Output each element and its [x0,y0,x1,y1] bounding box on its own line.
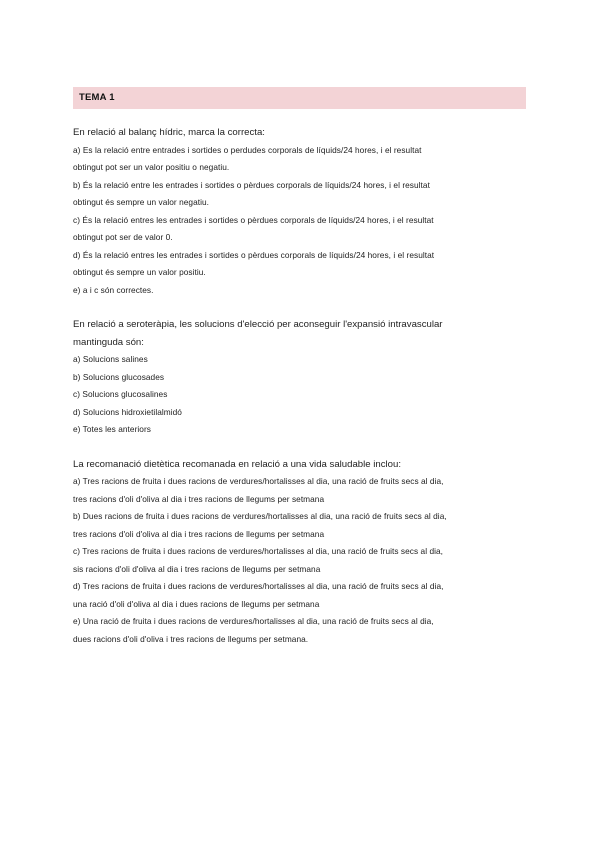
option-line: c) És la relació entres les entrades i sortides o pèrdues corporals de líquids/24 hores, i el resultat [73,214,434,225]
question-2 [73,316,533,439]
option-line: sis racions d'oli d'oliva al dia i tres racions de llegums per setmana [73,563,321,574]
option-line: obtingut pot ser de valor 0. [73,232,173,242]
option-line: d) És la relació entres les entrades i sortides o pèrdues corporals de líquids/24 hores, i el resultat [73,249,435,260]
question-3 [73,456,533,649]
option-line: a) Tres racions de fruita i dues racions de verdures/hortalisses al dia, una ració de fruits secs al dia, [73,476,444,486]
section-title: TEMA 1 [79,92,115,103]
question-text-continued: mantinguda són: [73,336,144,348]
option-line: b) És la relació entre les entrades i sortides o pèrdues corporals de líquids/24 hores, i el resultat [73,179,430,190]
option-line: b) Solucions glucosades [73,371,165,382]
question-1 [73,124,533,299]
question-text: La recomanació dietètica recomanada en relació a una vida saludable inclou: [73,458,401,470]
option-line: obtingut pot ser un valor positiu o negatiu. [73,162,230,172]
option-line: dues racions d'oli d'oliva i tres racions de llegums per setmana. [73,633,309,644]
option-line: e) Totes les anteriors [73,424,151,434]
question-text: En relació al balanç hídric, marca la correcta: [73,127,265,138]
option-line: e) a i c són correctes. [73,284,154,295]
questions-container [73,124,533,665]
option-line: tres racions d'oli d'oliva al dia i tres racions de llegums per setmana [73,493,325,504]
section-header-bar [73,87,526,109]
option-line: obtingut és sempre un valor negatiu. [73,197,210,207]
option-line: una ració d'oli d'oliva al dia i dues racions de llegums per setmana [73,598,320,609]
option-line: d) Solucions hidroxietilalmidó [73,406,182,417]
option-line: tres racions d'oli d'oliva al dia i tres racions de llegums per setmana [73,528,325,539]
option-line: obtingut és sempre un valor positiu. [73,267,206,277]
option-line: e) Una ració de fruita i dues racions de verdures/hortalisses al dia, una ració de fruits secs al dia, [73,616,434,626]
question-text: En relació a seroteràpia, les solucions d'elecció per aconseguir l'expansió intravascular [73,319,443,330]
option-line: a) Es la relació entre entrades i sortides o perdudes corporals de líquids/24 hores, i el resultat [73,144,422,155]
option-line: b) Dues racions de fruita i dues racions de verdures/hortalisses al dia, una ració de fruits secs al dia, [73,511,447,521]
option-line: d) Tres racions de fruita i dues racions de verdures/hortalisses al dia, una ració de fruits secs al dia, [73,581,444,591]
option-line: c) Tres racions de fruita i dues racions de verdures/hortalisses al dia, una ració de fruits secs al dia, [73,546,444,556]
option-line: a) Solucions salines [73,354,148,364]
option-line: c) Solucions glucosalines [73,389,168,399]
